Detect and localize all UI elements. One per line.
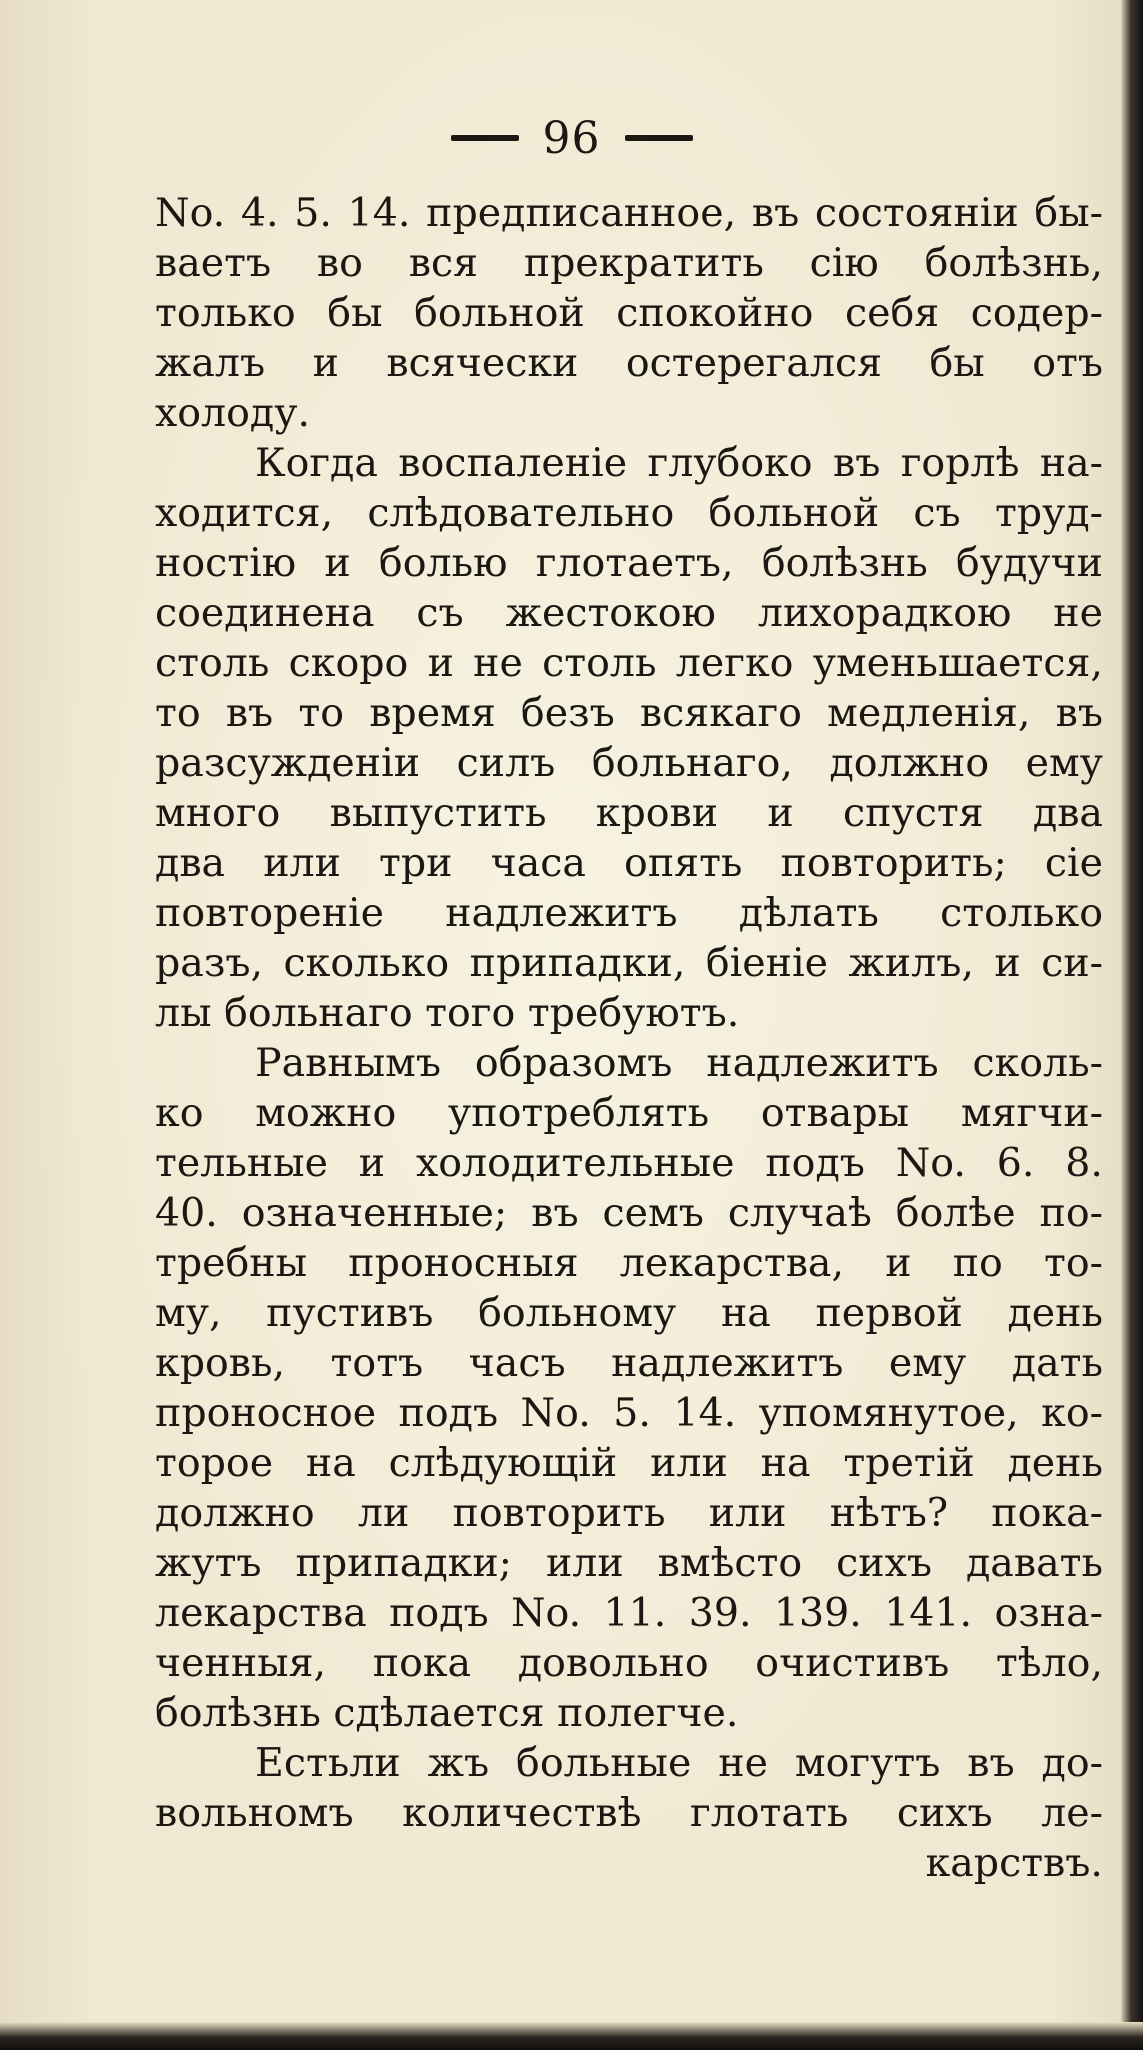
text-line: торое на слѣдующiй или на третiй день [155,1440,1103,1486]
text-line: лекарства подъ No. 11. 39. 139. 141. озна- [155,1590,1103,1636]
text-line: му, пустивъ больному на первой день [155,1290,1103,1336]
text-line: тельные и холодительные подъ No. 6. 8. [155,1140,1103,1186]
text-line: Когда воспаленiе глубоко въ горлѣ на- [255,440,1103,486]
text-line: ко можно употреблять отвары мягчи- [155,1090,1103,1136]
text-line: 40. означенные; въ семъ случаѣ болѣе по- [155,1190,1103,1236]
text-line: то въ то время безъ всякаго медленiя, въ [155,690,1103,736]
header-dash-left [451,135,519,141]
text-line: жалъ и всячески остерегался бы отъ [155,340,1103,386]
text-line: ходится, слѣдовательно больной съ труд- [155,490,1103,536]
text-line: ченныя, пока довольно очистивъ тѣло, [155,1640,1103,1686]
text-line: два или три часа опять повторить; сiе [155,840,1103,886]
text-line: жутъ припадки; или вмѣсто сихъ давать [155,1540,1103,1586]
text-line: разсужденiи силъ больнаго, должно ему [155,740,1103,786]
text-line: Равнымъ образомъ надлежитъ сколь- [255,1040,1103,1086]
text-line: столь скоро и не столь легко уменьшается, [155,640,1103,686]
text-line: лы больнаго того требуютъ. [155,990,740,1036]
text-line: кровь, тотъ часъ надлежитъ ему дать [155,1340,1103,1386]
text-line: ностiю и болью глотаетъ, болѣзнь будучи [155,540,1103,586]
text-line: должно ли повторить или нѣтъ? пока- [155,1490,1103,1536]
text-line: вольномъ количествѣ глотать сихъ ле- [155,1790,1103,1836]
body-text [155,188,1103,1888]
page-number: 96 [542,112,601,164]
page-edge-right [1121,0,1143,2050]
text-line: только бы больной спокойно себя содер- [155,290,1103,336]
page-edge-bottom [0,2022,1143,2050]
catchword: карствъ. [925,1840,1103,1886]
text-line: требны проносныя лекарства, и по то- [155,1240,1103,1286]
text-line: ваетъ во вся прекратить сiю болѣзнь, [155,240,1103,286]
text-line: проносное подъ No. 5. 14. упомянутое, ко- [155,1390,1103,1436]
text-line: соединена съ жестокою лихорадкою не [155,590,1103,636]
text-line: холоду. [155,390,311,436]
text-line: Естьли жъ больные не могутъ въ до- [255,1740,1103,1786]
text-line: повторенiе надлежитъ дѣлать столько [155,890,1103,936]
text-line: болѣзнь сдѣлается полегче. [155,1690,739,1736]
header-dash-right [625,135,693,141]
text-line: No. 4. 5. 14. предписанное, въ состоянiи бы- [155,190,1103,236]
text-line: много выпустить крови и спустя два [155,790,1103,836]
page-header [0,108,1143,168]
text-line: разъ, сколько припадки, бiенiе жилъ, и си- [155,940,1103,986]
